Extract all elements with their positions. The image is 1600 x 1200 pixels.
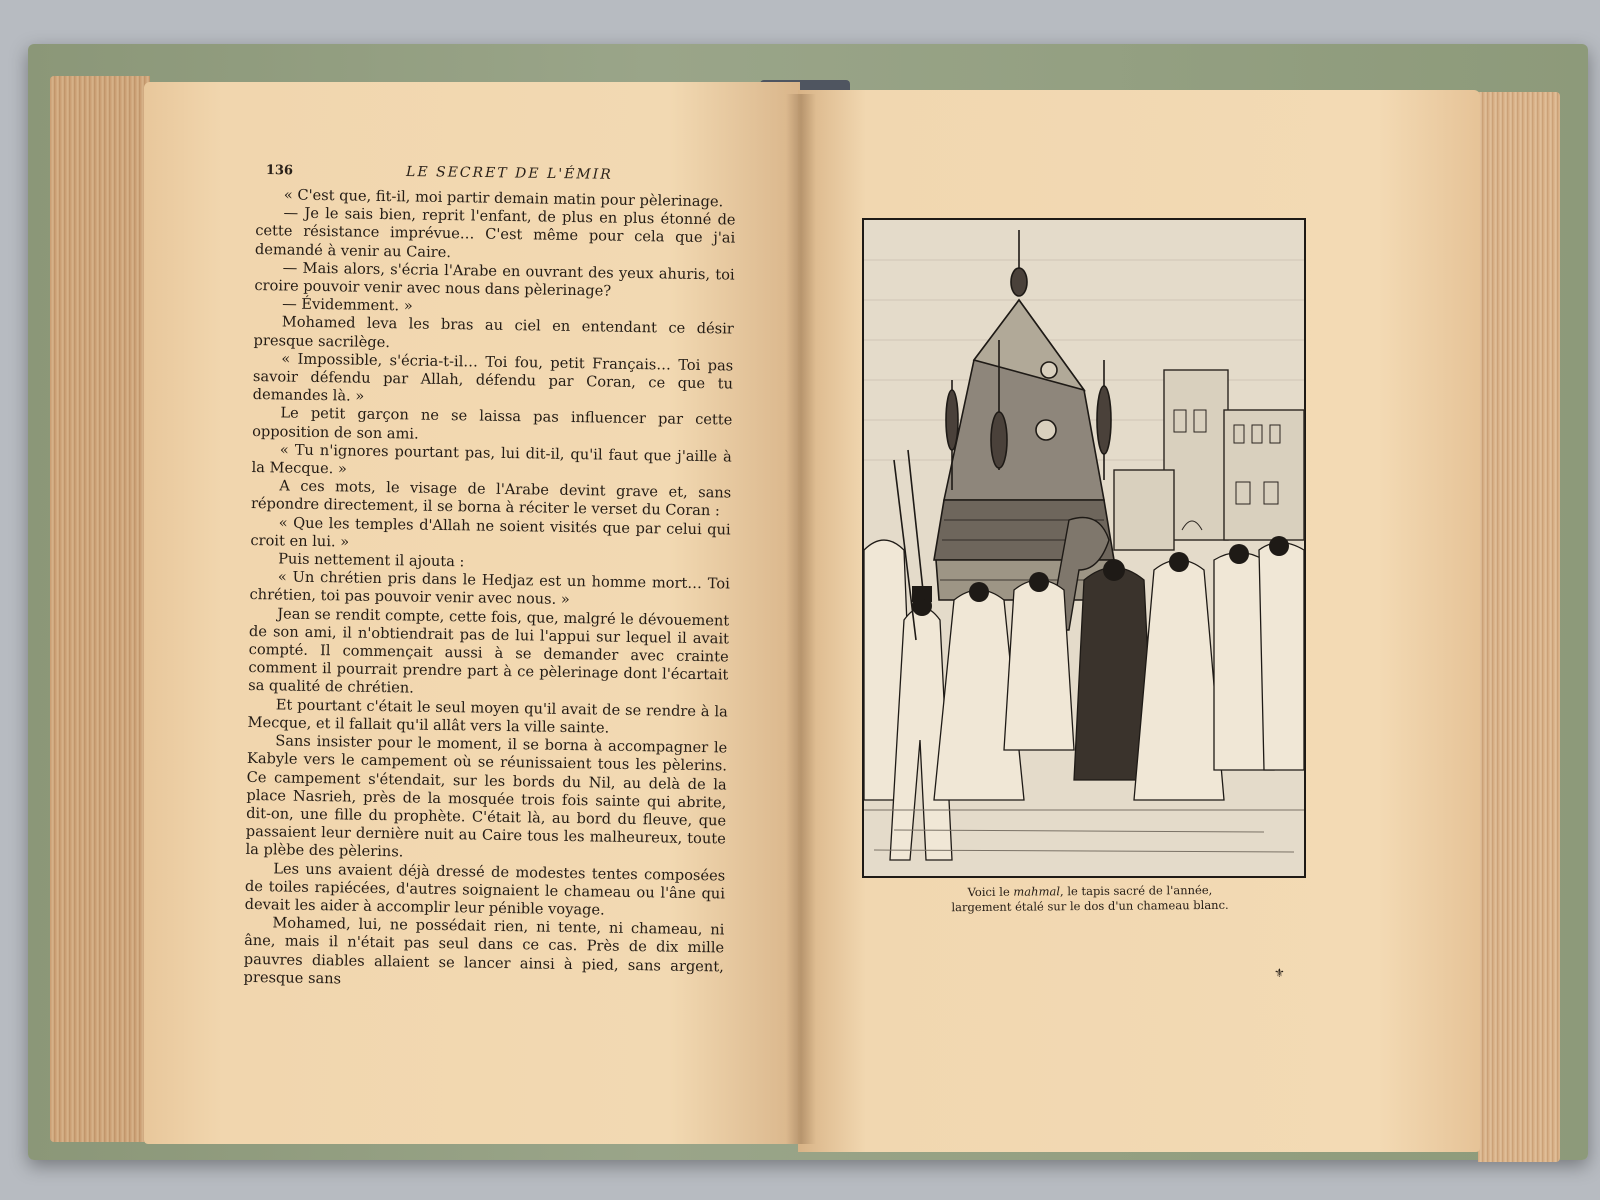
artist-monogram: ⚜ bbox=[1274, 966, 1285, 980]
paragraph: — Je le sais bien, reprit l'enfant, de plus en plus étonné de cette résistance imprévue… C'est même pour cela que j'ai demandé à venir au Caire. bbox=[254, 204, 736, 261]
left-page bbox=[144, 82, 800, 1144]
page-gutter bbox=[786, 94, 816, 1144]
illustration-caption bbox=[918, 882, 1262, 915]
paragraph: « C'est que, fit-il, moi partir demain matin pour pèlerinage. bbox=[283, 186, 724, 211]
caption-line-2: largement étalé sur le dos d'un chameau blanc. bbox=[951, 897, 1229, 915]
paragraph: Mohamed, lui, ne possédait rien, ni tente, ni chameau, ni âne, mais il n'était pas seul dans ce cas. Près de dix mille pauvres diables allaient se lancer ainsi à pied, sans argent, presque sans bbox=[243, 914, 725, 988]
paragraph: « Tu n'ignores pourtant pas, lui dit-il, qu'il faut que j'aille à la Mecque. » bbox=[251, 441, 732, 478]
caption-text: , le tapis sacré de l'année, bbox=[1059, 882, 1213, 899]
right-page-edges bbox=[1478, 92, 1560, 1162]
left-page-edges bbox=[50, 76, 150, 1142]
paragraph: « Que les temples d'Allah ne soient visités que par celui qui croit en lui. » bbox=[250, 514, 731, 551]
paragraph: A ces mots, le visage de l'Arabe devint grave et, sans répondre directement, il se borna à réciter le verset du Coran : bbox=[250, 477, 732, 520]
running-title: LE SECRET DE L'ÉMIR bbox=[405, 163, 613, 183]
body-text bbox=[243, 186, 736, 994]
running-head bbox=[266, 162, 746, 185]
paragraph: Jean se rendit compte, cette fois, que, malgré le dévouement de son ami, il n'obtiendrait pas de lui l'appui sur lequel il avait compté. Il commençait aussi à se demander avec crainte comment il pourrait prendre part à ce pèlerinage dont l'écartait sa qualité de chrétien. bbox=[248, 605, 730, 698]
paragraph: — Évidemment. » bbox=[282, 295, 413, 315]
paragraph: Puis nettement il ajouta : bbox=[278, 550, 465, 571]
paragraph: « Un chrétien pris dans le Hedjaz est un homme mort… Toi chrétien, toi pas pouvoir venir avec nous. » bbox=[249, 568, 730, 609]
paragraph: Mohamed leva les bras au ciel en entendant ce désir presque sacrilège. bbox=[253, 313, 734, 351]
paragraph: « Impossible, s'écria-t-il… Toi fou, petit Français… Toi pas savoir défendu par Allah, défendu par Coran, ce que tu demandes là. » bbox=[252, 350, 734, 405]
right-page bbox=[798, 90, 1480, 1152]
paragraph: Le petit garçon ne se laissa pas influencer par cette opposition de son ami. bbox=[252, 404, 733, 443]
page-number: 136 bbox=[265, 162, 294, 179]
paragraph: Sans insister pour le moment, il se borna à accompagner le Kabyle vers le campement où se réunissaient tous les pèlerins. Ce campement s'étendait, sur les bords du Nil, au delà de la place Nasrieh, près de la mosquée trois fois sainte qui abrite, dit-on, une fille du prophète. C'était là, au bord du fleuve, que passaient leur dernière nuit au Caire tous les malheureux, toute la plèbe des pèlerins. bbox=[245, 732, 728, 861]
caption-text: Voici le bbox=[967, 884, 1014, 900]
engraving-image bbox=[864, 220, 1304, 876]
paragraph: Et pourtant c'était le seul moyen qu'il avait de se rendre à la Mecque, et il fallait qu'il allât vers la ville sainte. bbox=[247, 696, 728, 737]
caption-italic-word: mahmal bbox=[1013, 884, 1061, 899]
paragraph: — Mais alors, s'écria l'Arabe en ouvrant des yeux ahuris, toi croire pouvoir venir avec nous dans pèlerinage? bbox=[254, 259, 735, 300]
paragraph: Les uns avaient déjà dressé de modestes tentes composées de toiles rapiécées, d'autres soignaient le chameau ou l'âne qui devait les aider à accomplir leur pénible voyage. bbox=[244, 859, 726, 919]
